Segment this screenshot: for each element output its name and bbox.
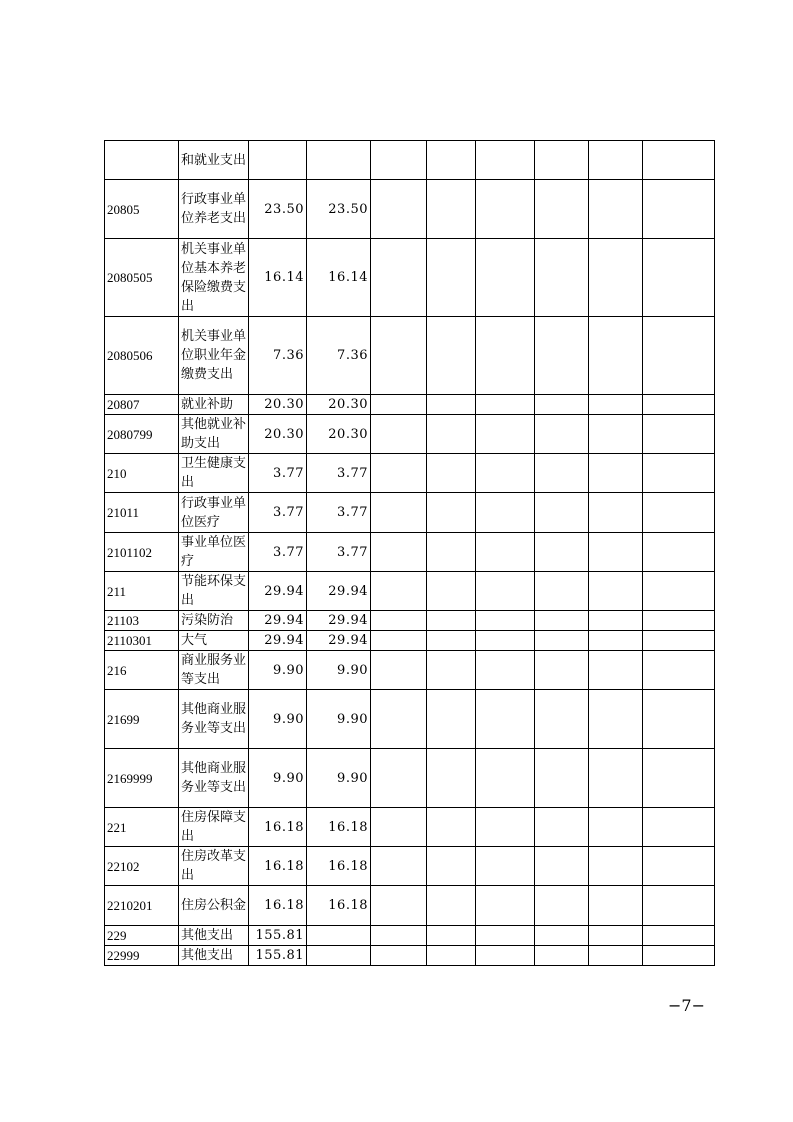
code-cell: 21103 [105,611,179,631]
empty-cell [589,317,643,395]
empty-cell [476,690,535,749]
empty-cell [535,180,589,239]
empty-cell [589,946,643,966]
empty-cell [476,631,535,651]
total-cell: 16.18 [249,886,307,926]
empty-cell [535,141,589,180]
empty-cell [427,886,476,926]
empty-cell [476,533,535,572]
table-row [105,415,715,454]
code-cell: 2169999 [105,749,179,808]
empty-cell [535,926,589,946]
name-cell: 行政事业单位养老支出 [179,180,249,239]
name-cell: 其他支出 [179,926,249,946]
empty-cell [427,180,476,239]
table-row [105,690,715,749]
total-cell: 29.94 [249,631,307,651]
table-row [105,454,715,493]
empty-cell [535,415,589,454]
empty-cell [589,415,643,454]
code-cell: 21011 [105,493,179,533]
empty-cell [371,631,427,651]
basic-cell: 16.14 [307,239,371,317]
empty-cell [371,690,427,749]
empty-cell [476,239,535,317]
table-row [105,946,715,966]
empty-cell [371,808,427,847]
empty-cell [371,926,427,946]
empty-cell [535,239,589,317]
empty-cell [427,631,476,651]
code-cell: 2110301 [105,631,179,651]
basic-cell [307,141,371,180]
total-cell: 3.77 [249,493,307,533]
empty-cell [427,454,476,493]
total-cell: 9.90 [249,651,307,690]
empty-cell [643,317,715,395]
empty-cell [589,631,643,651]
name-cell: 大气 [179,631,249,651]
code-cell: 22102 [105,847,179,886]
empty-cell [535,454,589,493]
empty-cell [589,651,643,690]
name-cell: 机关事业单位基本养老保险缴费支出 [179,239,249,317]
total-cell: 16.18 [249,847,307,886]
code-cell: 20807 [105,395,179,415]
empty-cell [476,317,535,395]
empty-cell [643,611,715,631]
total-cell: 20.30 [249,415,307,454]
total-cell: 29.94 [249,611,307,631]
basic-cell: 29.94 [307,611,371,631]
empty-cell [371,317,427,395]
empty-cell [371,611,427,631]
empty-cell [476,886,535,926]
empty-cell [371,533,427,572]
table-body [105,141,715,966]
empty-cell [589,611,643,631]
empty-cell [476,651,535,690]
empty-cell [535,611,589,631]
basic-cell: 29.94 [307,572,371,611]
name-cell: 商业服务业等支出 [179,651,249,690]
empty-cell [535,631,589,651]
empty-cell [589,180,643,239]
empty-cell [535,886,589,926]
empty-cell [643,239,715,317]
basic-cell [307,926,371,946]
empty-cell [589,454,643,493]
empty-cell [589,572,643,611]
empty-cell [371,886,427,926]
empty-cell [589,533,643,572]
table-row [105,651,715,690]
empty-cell [427,395,476,415]
name-cell: 住房公积金 [179,886,249,926]
basic-cell: 3.77 [307,533,371,572]
empty-cell [643,847,715,886]
empty-cell [643,631,715,651]
empty-cell [371,239,427,317]
empty-cell [535,533,589,572]
empty-cell [535,572,589,611]
name-cell: 污染防治 [179,611,249,631]
empty-cell [476,572,535,611]
empty-cell [427,690,476,749]
empty-cell [476,141,535,180]
empty-cell [643,651,715,690]
empty-cell [427,749,476,808]
empty-cell [371,749,427,808]
table-row [105,572,715,611]
code-cell: 22999 [105,946,179,966]
empty-cell [476,749,535,808]
empty-cell [427,808,476,847]
total-cell: 23.50 [249,180,307,239]
empty-cell [476,808,535,847]
empty-cell [643,886,715,926]
code-cell: 2080506 [105,317,179,395]
name-cell: 节能环保支出 [179,572,249,611]
table-row [105,395,715,415]
table-row [105,239,715,317]
code-cell [105,141,179,180]
name-cell: 卫生健康支出 [179,454,249,493]
table-row [105,141,715,180]
empty-cell [476,180,535,239]
empty-cell [427,572,476,611]
basic-cell: 16.18 [307,808,371,847]
name-cell: 住房保障支出 [179,808,249,847]
code-cell: 2101102 [105,533,179,572]
empty-cell [535,946,589,966]
empty-cell [535,690,589,749]
code-cell: 2210201 [105,886,179,926]
empty-cell [535,395,589,415]
table-row [105,749,715,808]
basic-cell: 29.94 [307,631,371,651]
empty-cell [643,749,715,808]
table-row [105,847,715,886]
page-number: −7− [668,996,705,1015]
basic-cell: 16.18 [307,886,371,926]
name-cell: 其他就业补助支出 [179,415,249,454]
total-cell: 16.14 [249,239,307,317]
empty-cell [371,395,427,415]
name-cell: 住房改革支出 [179,847,249,886]
basic-cell: 23.50 [307,180,371,239]
empty-cell [476,415,535,454]
basic-cell: 3.77 [307,454,371,493]
empty-cell [643,141,715,180]
empty-cell [643,533,715,572]
total-cell: 9.90 [249,690,307,749]
basic-cell: 9.90 [307,690,371,749]
name-cell: 和就业支出 [179,141,249,180]
empty-cell [589,847,643,886]
empty-cell [535,808,589,847]
empty-cell [371,847,427,886]
empty-cell [476,493,535,533]
empty-cell [589,808,643,847]
total-cell: 16.18 [249,808,307,847]
basic-cell: 7.36 [307,317,371,395]
table-row [105,533,715,572]
empty-cell [371,180,427,239]
empty-cell [589,690,643,749]
total-cell: 3.77 [249,533,307,572]
empty-cell [589,493,643,533]
total-cell: 3.77 [249,454,307,493]
name-cell: 其他支出 [179,946,249,966]
empty-cell [643,690,715,749]
empty-cell [427,493,476,533]
code-cell: 2080505 [105,239,179,317]
empty-cell [427,141,476,180]
code-cell: 211 [105,572,179,611]
empty-cell [643,493,715,533]
empty-cell [476,847,535,886]
total-cell: 20.30 [249,395,307,415]
basic-cell: 20.30 [307,395,371,415]
code-cell: 229 [105,926,179,946]
empty-cell [427,533,476,572]
code-cell: 21699 [105,690,179,749]
empty-cell [427,847,476,886]
table-row [105,611,715,631]
empty-cell [427,926,476,946]
empty-cell [476,454,535,493]
empty-cell [371,651,427,690]
name-cell: 就业补助 [179,395,249,415]
empty-cell [371,572,427,611]
name-cell: 行政事业单位医疗 [179,493,249,533]
table-row [105,493,715,533]
name-cell: 其他商业服务业等支出 [179,749,249,808]
table-row [105,886,715,926]
empty-cell [643,572,715,611]
empty-cell [427,651,476,690]
empty-cell [535,651,589,690]
total-cell: 9.90 [249,749,307,808]
empty-cell [589,141,643,180]
empty-cell [427,611,476,631]
total-cell: 155.81 [249,926,307,946]
empty-cell [476,926,535,946]
empty-cell [427,239,476,317]
table-row [105,631,715,651]
table-row [105,317,715,395]
empty-cell [643,808,715,847]
basic-cell: 9.90 [307,651,371,690]
empty-cell [371,141,427,180]
code-cell: 216 [105,651,179,690]
basic-cell: 3.77 [307,493,371,533]
empty-cell [589,239,643,317]
basic-cell [307,946,371,966]
basic-cell: 16.18 [307,847,371,886]
empty-cell [371,493,427,533]
code-cell: 20805 [105,180,179,239]
empty-cell [427,317,476,395]
empty-cell [371,946,427,966]
name-cell: 事业单位医疗 [179,533,249,572]
code-cell: 210 [105,454,179,493]
code-cell: 221 [105,808,179,847]
empty-cell [589,886,643,926]
empty-cell [535,847,589,886]
empty-cell [589,395,643,415]
name-cell: 其他商业服务业等支出 [179,690,249,749]
empty-cell [643,415,715,454]
empty-cell [427,415,476,454]
table-row [105,808,715,847]
budget-table [104,140,715,966]
table-row [105,926,715,946]
empty-cell [476,611,535,631]
empty-cell [535,317,589,395]
empty-cell [371,454,427,493]
empty-cell [476,946,535,966]
basic-cell: 20.30 [307,415,371,454]
empty-cell [643,926,715,946]
empty-cell [535,749,589,808]
total-cell: 7.36 [249,317,307,395]
empty-cell [427,946,476,966]
empty-cell [643,395,715,415]
empty-cell [371,415,427,454]
total-cell: 155.81 [249,946,307,966]
basic-cell: 9.90 [307,749,371,808]
empty-cell [476,395,535,415]
table-row [105,180,715,239]
empty-cell [589,749,643,808]
empty-cell [643,454,715,493]
total-cell [249,141,307,180]
empty-cell [643,180,715,239]
empty-cell [535,493,589,533]
empty-cell [589,926,643,946]
empty-cell [643,946,715,966]
name-cell: 机关事业单位职业年金缴费支出 [179,317,249,395]
code-cell: 2080799 [105,415,179,454]
total-cell: 29.94 [249,572,307,611]
